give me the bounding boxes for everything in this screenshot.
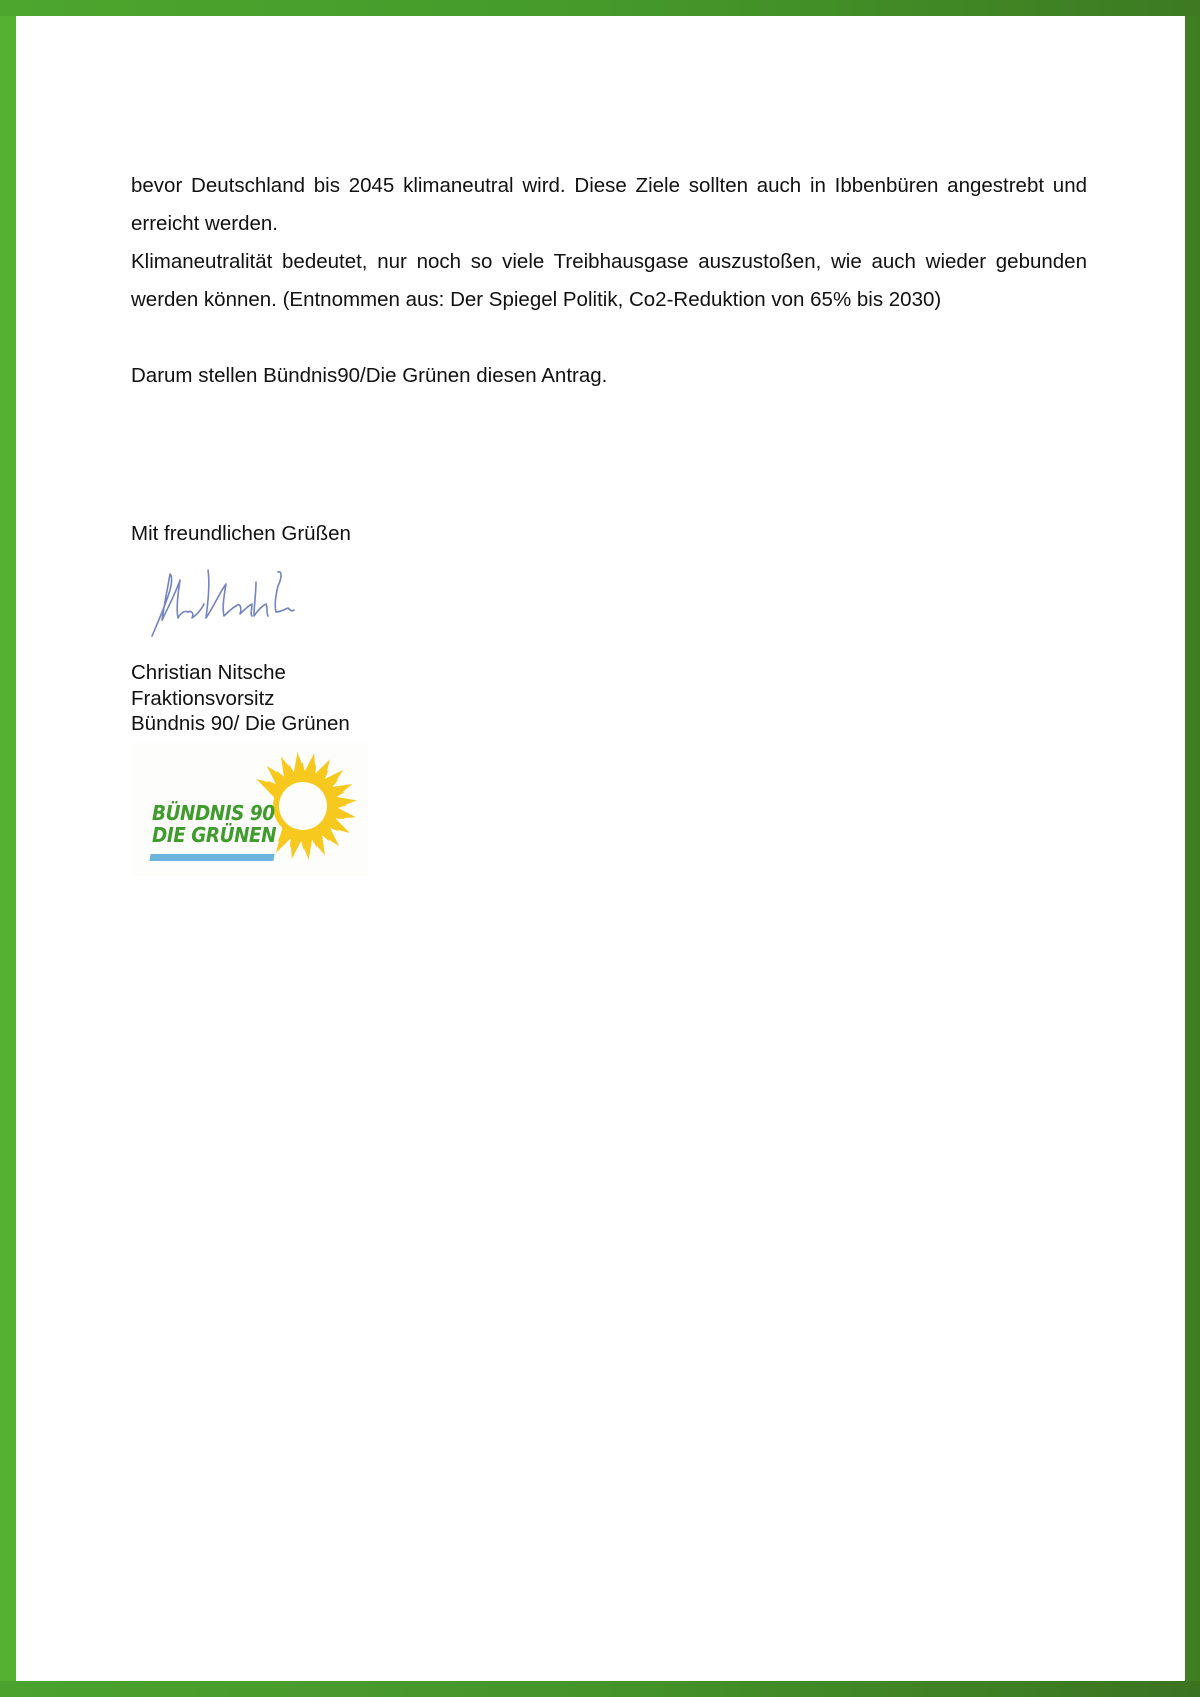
signature-stroke <box>275 572 294 612</box>
paragraph-spacer <box>131 319 1087 357</box>
signature-stroke <box>254 582 268 616</box>
paragraph-motion-statement: Darum stellen Bündnis90/Die Grünen diesen Antrag. <box>131 364 608 387</box>
signature-block <box>131 660 350 737</box>
logo-wordmark <box>152 802 276 846</box>
document-body <box>131 167 1087 395</box>
logo-line-2: DIE GRÜNEN <box>152 823 277 847</box>
signature-icon <box>148 562 308 642</box>
closing-greeting: Mit freundlichen Grüßen <box>131 522 351 545</box>
party-logo <box>131 742 368 876</box>
page-frame-bottom <box>0 1681 1200 1697</box>
signature-stroke <box>206 570 236 618</box>
logo-line-1: BÜNDNIS 90 <box>152 801 275 825</box>
signatory-role: Fraktionsvorsitz <box>131 686 275 710</box>
signatory-organization: Bündnis 90/ Die Grünen <box>131 712 350 735</box>
signature-stroke <box>236 604 252 616</box>
page-frame-top <box>0 0 1200 16</box>
paragraph-climate-neutrality: Klimaneutralität bedeutet, nur noch so viele Treibhausgase auszustoßen, wie auch wieder gebunden werden können. (Entnommen aus: Der Spiegel Politik, Co2-Reduktion von 65% bis 2030) <box>131 250 1087 311</box>
signature-stroke <box>188 604 204 618</box>
signatory-name: Christian Nitsche <box>131 661 286 684</box>
logo-blue-bar <box>149 854 274 861</box>
paragraph-climate-goals: bevor Deutschland bis 2045 klimaneutral wird. Diese Ziele sollten auch in Ibbenbüren angestrebt und erreicht werden. <box>131 174 1087 235</box>
